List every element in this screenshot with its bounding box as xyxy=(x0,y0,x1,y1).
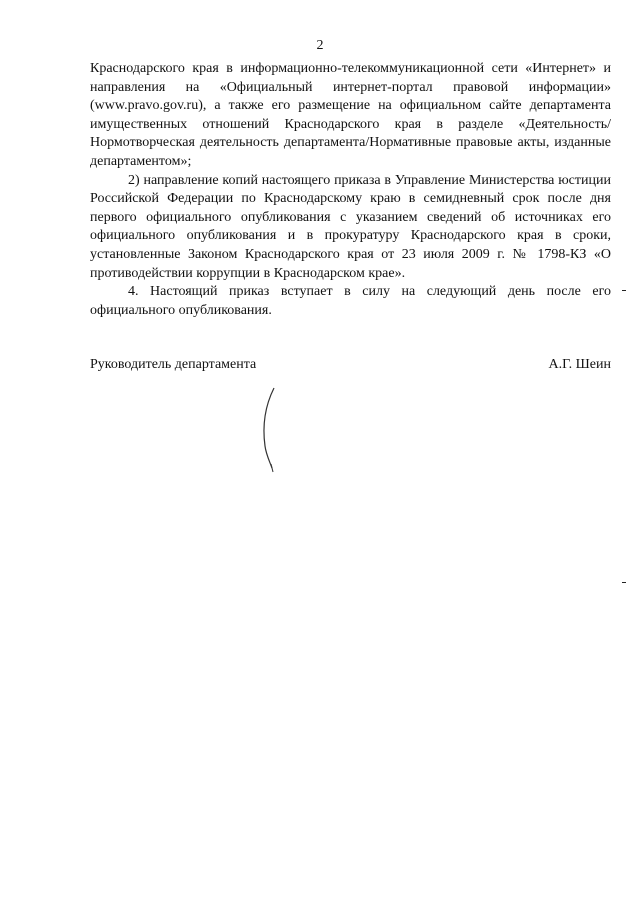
document-body xyxy=(90,60,611,320)
signature-block xyxy=(90,357,611,373)
paragraph-item-2: 2) направление копий настоящего приказа в Управление Министерства юстиции Российской Федерации по Краснодарскому краю в семидневный срок после дня первого официального опубликования с указанием сведений об источниках его официального опубликования и в прокуратуру Краснодарского края в сроки, установленные Законом Краснодарского края от 23 июля 2009 г. № 1798-КЗ «О противодействии коррупции в Краснодарском крае». xyxy=(90,172,611,281)
margin-mark-middle xyxy=(622,582,626,583)
signer-position: Руководитель департамента xyxy=(90,357,257,372)
page-number: 2 xyxy=(316,38,324,53)
paragraph-continuation: Краснодарского края в информационно-телекоммуникационной сети «Интернет» и направления на «Официальный интернет-портал правовой информации» (www.pravo.gov.ru), а также его размещение на официальном сайте департамента имущественных отношений Краснодарского края в разделе «Деятельность/Нормотворческая деятельность департамента/Нормативные правовые акты, изданные департаментом»; xyxy=(90,61,611,169)
margin-mark-top xyxy=(622,290,626,291)
handwritten-signature-mark xyxy=(256,384,286,474)
signer-name: А.Г. Шеин xyxy=(548,357,611,372)
paragraph-item-4: 4. Настоящий приказ вступает в силу на следующий день после его официального опубликования. xyxy=(90,284,611,318)
